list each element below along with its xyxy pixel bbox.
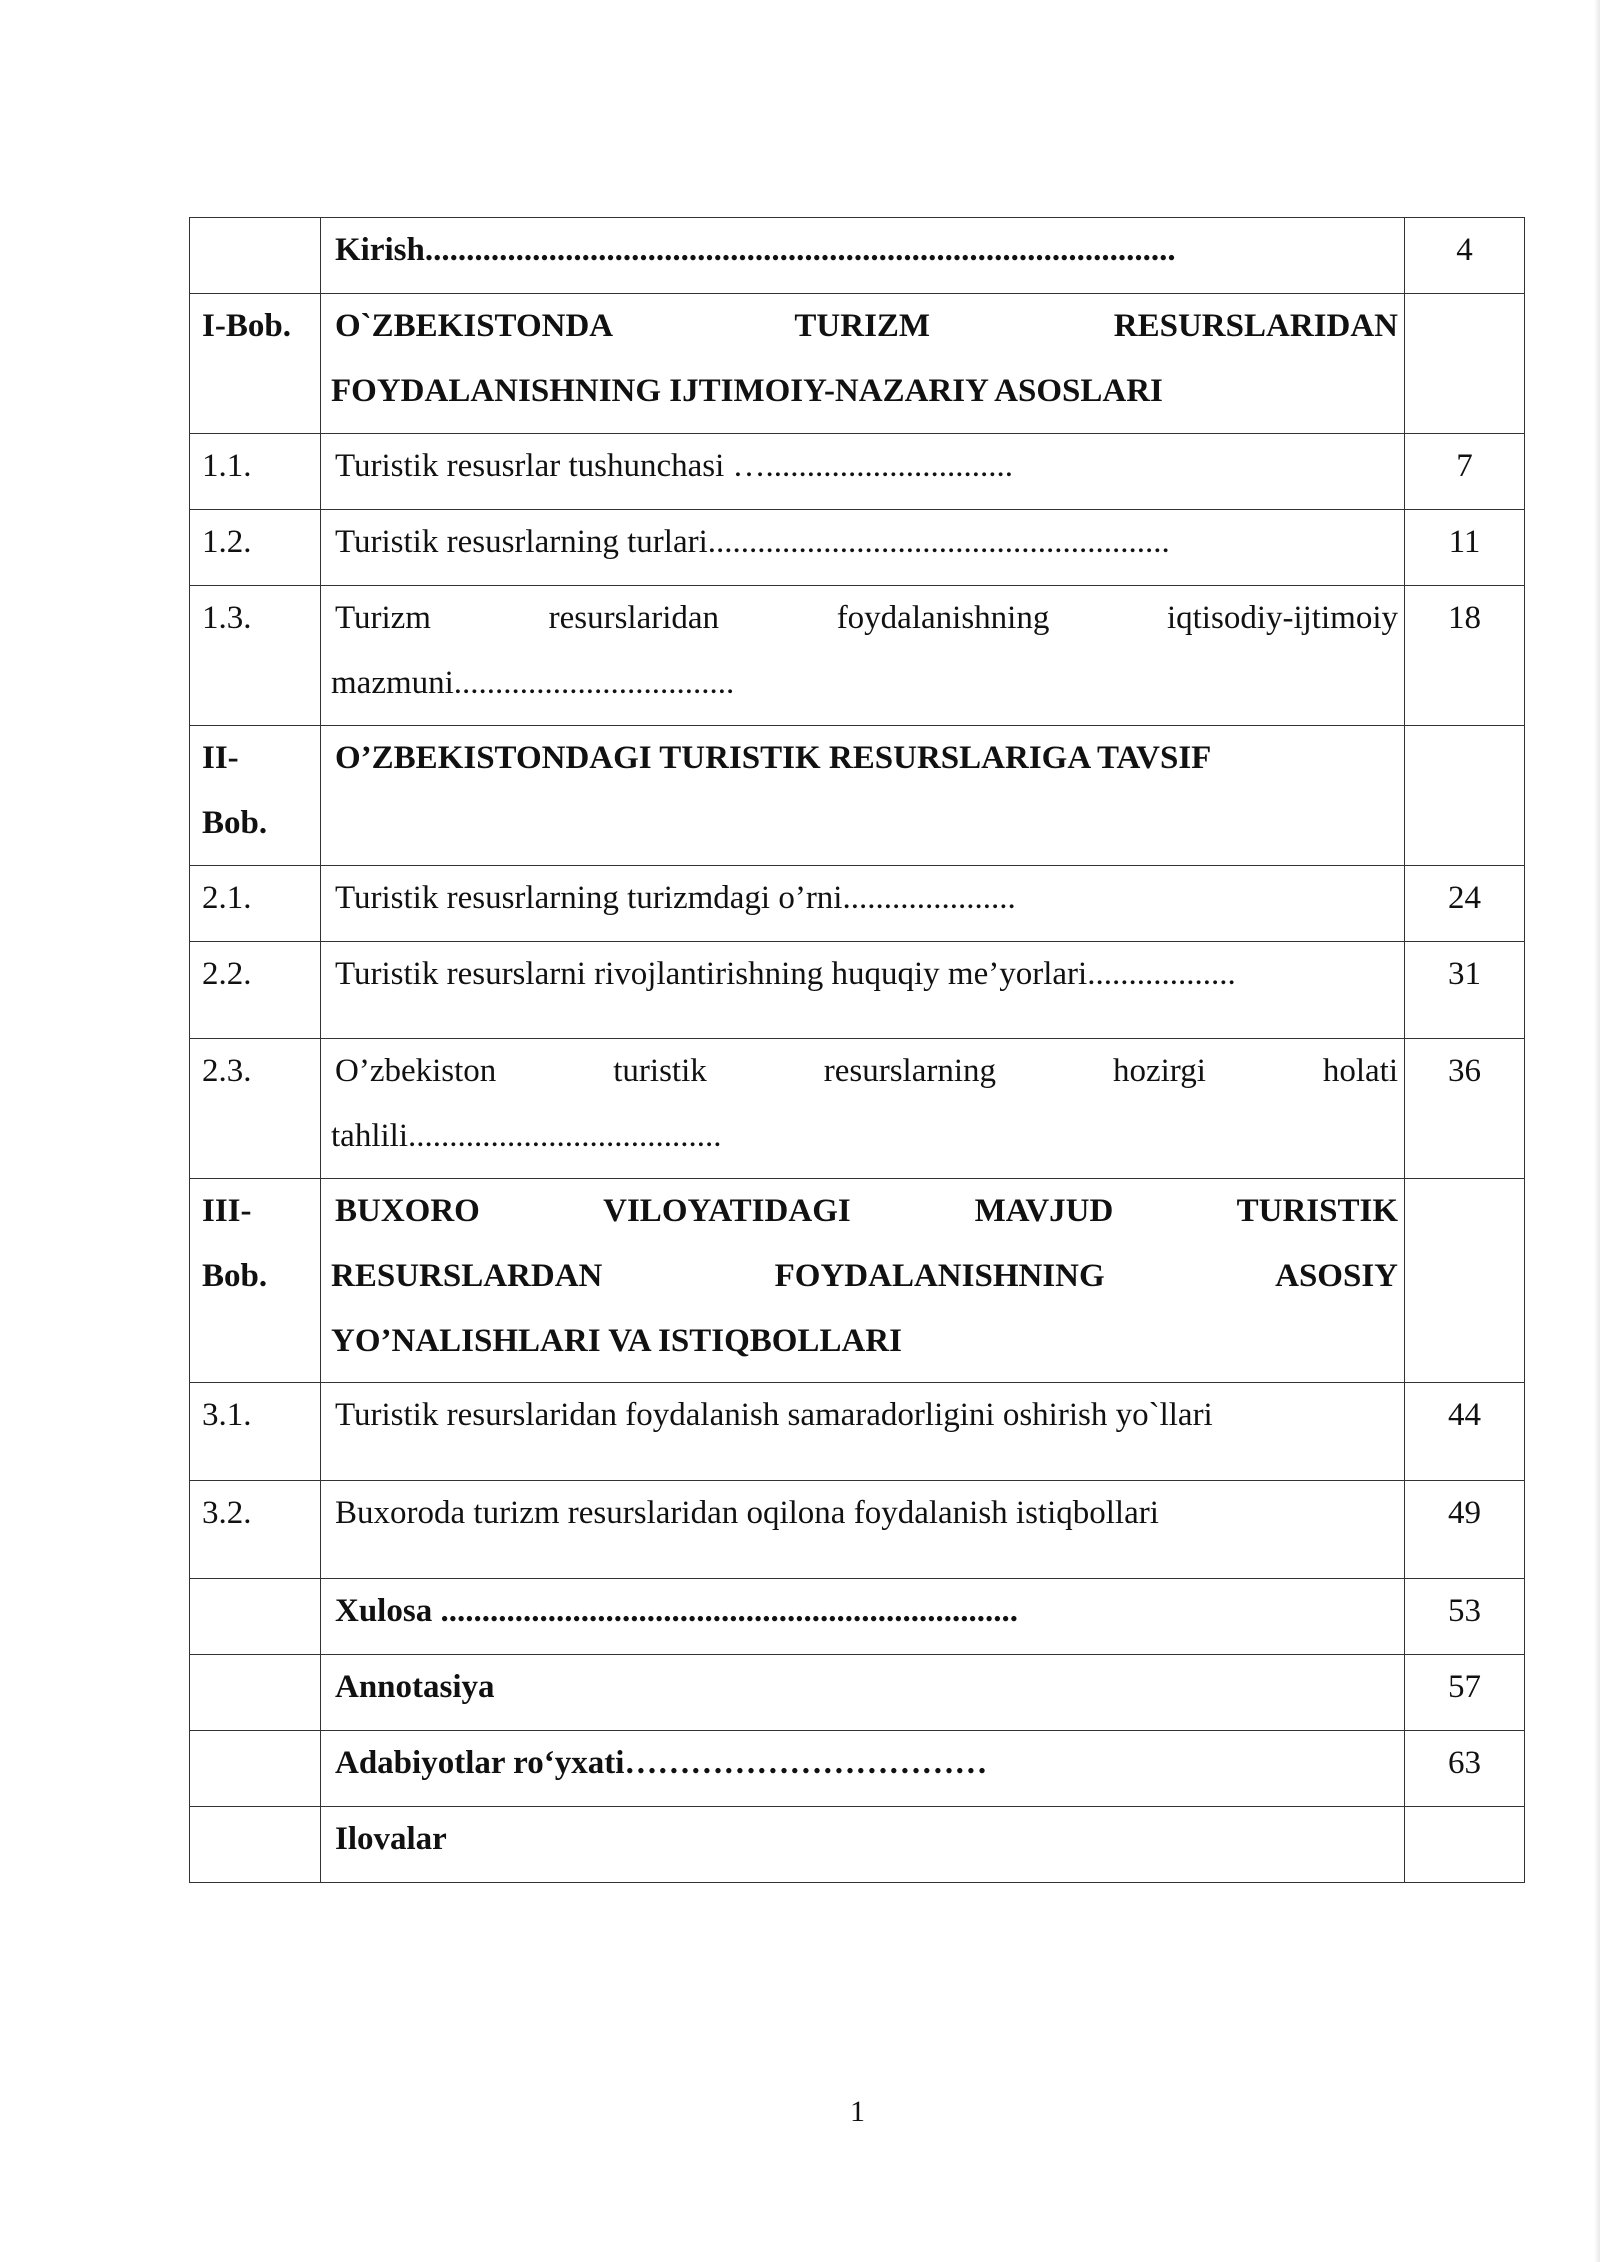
toc-title <box>321 942 1405 1039</box>
page-number: 1 <box>850 2095 865 2128</box>
toc-title <box>321 1807 1405 1883</box>
toc-row <box>190 1807 1525 1883</box>
toc-title <box>321 510 1405 586</box>
toc-row <box>190 294 1525 434</box>
toc-row <box>190 1579 1525 1655</box>
toc-row <box>190 942 1525 1039</box>
toc-row <box>190 866 1525 942</box>
toc-title-line: Turistik resusrlar tushunchasi ….............................. <box>335 448 1014 484</box>
toc-number: 2.2. <box>190 942 321 1039</box>
toc-title-line: BUXORO VILOYATIDAGI MAVJUD TURISTIK <box>335 1193 1398 1229</box>
toc-title <box>321 1383 1405 1481</box>
toc-row <box>190 1481 1525 1579</box>
toc-page: 24 <box>1405 866 1525 942</box>
toc-page: 31 <box>1405 942 1525 1039</box>
toc-row <box>190 1179 1525 1383</box>
toc-number <box>190 1807 321 1883</box>
toc-number <box>190 1579 321 1655</box>
toc-row <box>190 510 1525 586</box>
toc-title <box>321 1179 1405 1383</box>
toc-number <box>190 218 321 294</box>
toc-title <box>321 1039 1405 1179</box>
toc-page: 11 <box>1405 510 1525 586</box>
toc-page <box>1405 1807 1525 1883</box>
toc-number: III- Bob. <box>190 1179 321 1383</box>
toc-title-line: Turizm resurslaridan foydalanishning iqtisodiy-ijtimoiy <box>335 600 1398 636</box>
toc-title-line: Buxoroda turizm resurslaridan oqilona foydalanish istiqbollari <box>335 1495 1159 1531</box>
toc-number <box>190 1655 321 1731</box>
toc-title-line: Turistik resusrlarning turizmdagi o’rni..................... <box>335 880 1016 916</box>
toc-number: 3.1. <box>190 1383 321 1481</box>
toc-number: 2.3. <box>190 1039 321 1179</box>
toc-title-line: Kirish........................................................................................... <box>335 232 1176 268</box>
toc-title-line: mazmuni.................................. <box>331 665 735 701</box>
toc-page: 63 <box>1405 1731 1525 1807</box>
toc-number: 3.2. <box>190 1481 321 1579</box>
toc-title-line: O’ZBEKISTONDAGI TURISTIK RESURSLARIGA TAVSIF <box>335 740 1212 776</box>
toc-title-line: Turistik resurslaridan foydalanish samaradorligini oshirish yo`llari <box>335 1397 1213 1433</box>
toc-title-line: Xulosa ...................................................................... <box>335 1593 1018 1629</box>
toc-page: 57 <box>1405 1655 1525 1731</box>
toc-title <box>321 1481 1405 1579</box>
toc-title-line: Turistik resusrlarning turlari........................................................ <box>335 524 1170 560</box>
toc-page: 53 <box>1405 1579 1525 1655</box>
toc-row <box>190 1655 1525 1731</box>
toc-title <box>321 1731 1405 1807</box>
toc-page <box>1405 726 1525 866</box>
toc-row <box>190 726 1525 866</box>
page-edge-shadow <box>1594 0 1600 2262</box>
toc-row <box>190 1039 1525 1179</box>
toc-title-line: FOYDALANISHNING IJTIMOIY-NAZARIY ASOSLARI <box>331 373 1163 409</box>
toc-title-line: O`ZBEKISTONDA TURIZM RESURSLARIDAN <box>335 308 1398 344</box>
toc-title-line: Ilovalar <box>335 1821 447 1857</box>
toc-title-line: tahlili...................................... <box>331 1118 722 1154</box>
toc-number: 1.3. <box>190 586 321 726</box>
toc-title <box>321 1655 1405 1731</box>
table-of-contents <box>189 217 1525 1883</box>
toc-title <box>321 434 1405 510</box>
toc-title <box>321 726 1405 866</box>
toc-title <box>321 866 1405 942</box>
toc-page: 18 <box>1405 586 1525 726</box>
toc-page <box>1405 1179 1525 1383</box>
toc-number: II- Bob. <box>190 726 321 866</box>
toc-title <box>321 586 1405 726</box>
toc-number: 1.2. <box>190 510 321 586</box>
toc-number <box>190 1731 321 1807</box>
toc-title-line: Turistik resurslarni rivojlantirishning huquqiy me’yorlari.................. <box>335 956 1236 992</box>
toc-row <box>190 218 1525 294</box>
toc-row <box>190 1731 1525 1807</box>
toc-page: 36 <box>1405 1039 1525 1179</box>
toc-page: 4 <box>1405 218 1525 294</box>
toc-page: 44 <box>1405 1383 1525 1481</box>
toc-title-line: RESURSLARDAN FOYDALANISHNING ASOSIY <box>331 1258 1398 1294</box>
toc-title-line: Adabiyotlar ro‘yxati…………………………… <box>335 1745 988 1781</box>
toc-row <box>190 434 1525 510</box>
toc-title-line: O’zbekiston turistik resurslarning hozirgi holati <box>335 1053 1398 1089</box>
toc-page: 49 <box>1405 1481 1525 1579</box>
toc-number: 2.1. <box>190 866 321 942</box>
toc-title <box>321 294 1405 434</box>
toc-title <box>321 218 1405 294</box>
toc-title <box>321 1579 1405 1655</box>
toc-body <box>190 218 1525 1883</box>
toc-number: 1.1. <box>190 434 321 510</box>
toc-row <box>190 586 1525 726</box>
toc-number: I-Bob. <box>190 294 321 434</box>
toc-page <box>1405 294 1525 434</box>
toc-title-line: Annotasiya <box>335 1669 495 1705</box>
toc-row <box>190 1383 1525 1481</box>
toc-title-line: YO’NALISHLARI VA ISTIQBOLLARI <box>331 1323 902 1359</box>
toc-page: 7 <box>1405 434 1525 510</box>
